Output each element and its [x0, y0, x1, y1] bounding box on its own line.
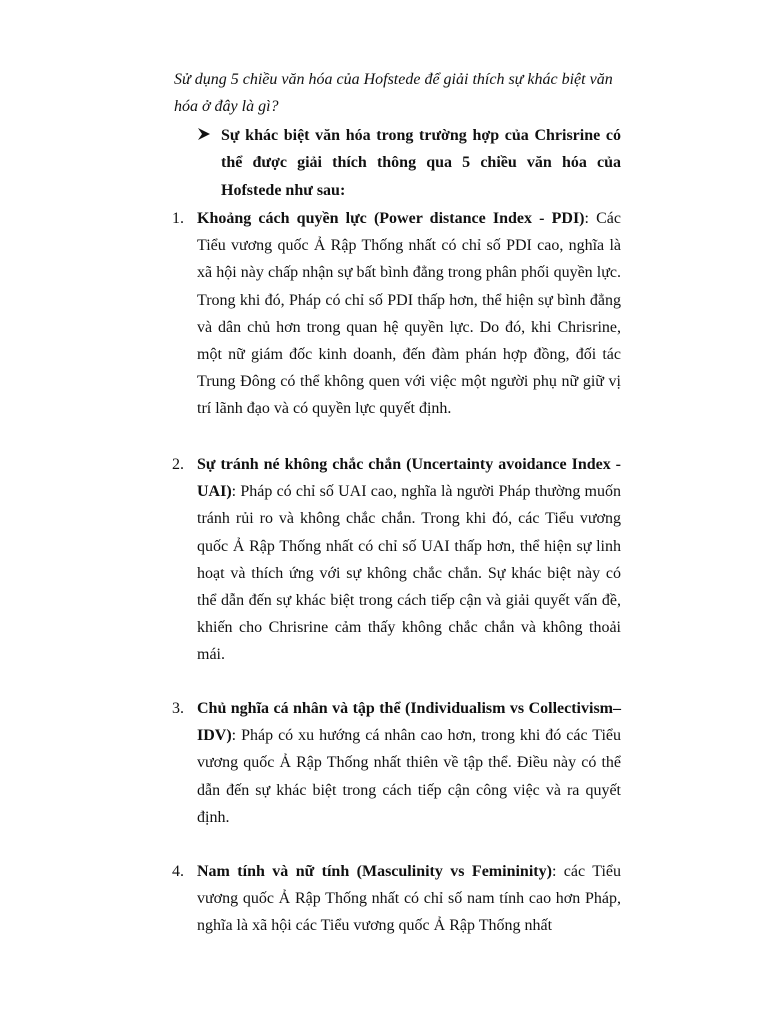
list-item-body: : Pháp có xu hướng cá nhân cao hơn, trong khi đó các Tiểu vương quốc Ả Rập Thống nhất thiên về tập thể. Điều này có thể dẫn đến sự khác biệt trong cách tiếp cận công việc và ra quyết định. [197, 727, 621, 826]
list-item-text [197, 451, 621, 669]
list-item-number: 3. [172, 700, 184, 717]
bullet-text: Sự khác biệt văn hóa trong trường hợp của Chrisrine có thể được giải thích thông qua 5 chiều văn hóa của Hofstede như sau: [221, 127, 621, 199]
list-item-text [197, 858, 621, 940]
list-item-body: : Các Tiểu vương quốc Ả Rập Thống nhất có chỉ số PDI cao, nghĩa là xã hội này chấp nhận sự bất bình đẳng trong phân phối quyền lực. Trong khi đó, Pháp có chỉ số PDI thấp hơn, thể hiện sự bình đẳng và dân chủ hơn trong quan hệ quyền lực. Do đó, khi Chrisrine, một nữ giám đốc kinh doanh, đến đàm phán hợp đồng, đối tác Trung Đông có thể không quen với việc một người phụ nữ giữ vị trí lãnh đạo và có quyền lực quyết định. [197, 210, 621, 418]
list-item-uai [172, 451, 621, 669]
list-item-text [197, 695, 621, 831]
list-item-idv [172, 695, 621, 831]
list-item-term: Khoảng cách quyền lực (Power distance Index - PDI) [197, 210, 585, 227]
list-item-number: 4. [172, 863, 184, 880]
question-heading: Sử dụng 5 chiều văn hóa của Hofstede để giải thích sự khác biệt văn hóa ở đây là gì? [174, 71, 613, 115]
list-item-number: 2. [172, 456, 184, 473]
list-item-mas [172, 858, 621, 940]
list-item-term: Chủ nghĩa cá nhân và tập thể (Individualism vs Collectivism– IDV) [197, 700, 621, 745]
list-item-body: : các Tiểu vương quốc Ả Rập Thống nhất có chỉ số nam tính cao hơn Pháp, nghĩa là xã hội các Tiểu vương quốc Ả Rập Thống nhất [197, 863, 622, 935]
list-item-pdi [172, 205, 621, 423]
list-item-text [197, 205, 621, 423]
list-item-term: Nam tính và nữ tính (Masculinity vs Femininity) [197, 863, 552, 880]
list-item-body: : Pháp có chỉ số UAI cao, nghĩa là người Pháp thường muốn tránh rủi ro và không chắc chắn. Trong khi đó, các Tiểu vương quốc Ả Rập Thống nhất có chỉ số UAI thấp hơn, thể hiện sự linh hoạt và thích ứng với sự không chắc chắn. Sự khác biệt này có thể dẫn đến sự khác biệt trong cách tiếp cận và giải quyết vấn đề, khiến cho Chrisrine cảm thấy không chắc chắn và không thoải mái. [197, 483, 621, 664]
list-item-term: Sự tránh né không chắc chắn (Uncertainty avoidance Index - UAI) [197, 456, 621, 501]
arrow-bullet-paragraph [197, 122, 621, 204]
list-item-number: 1. [172, 210, 184, 227]
arrowhead-bullet-icon [197, 127, 211, 141]
